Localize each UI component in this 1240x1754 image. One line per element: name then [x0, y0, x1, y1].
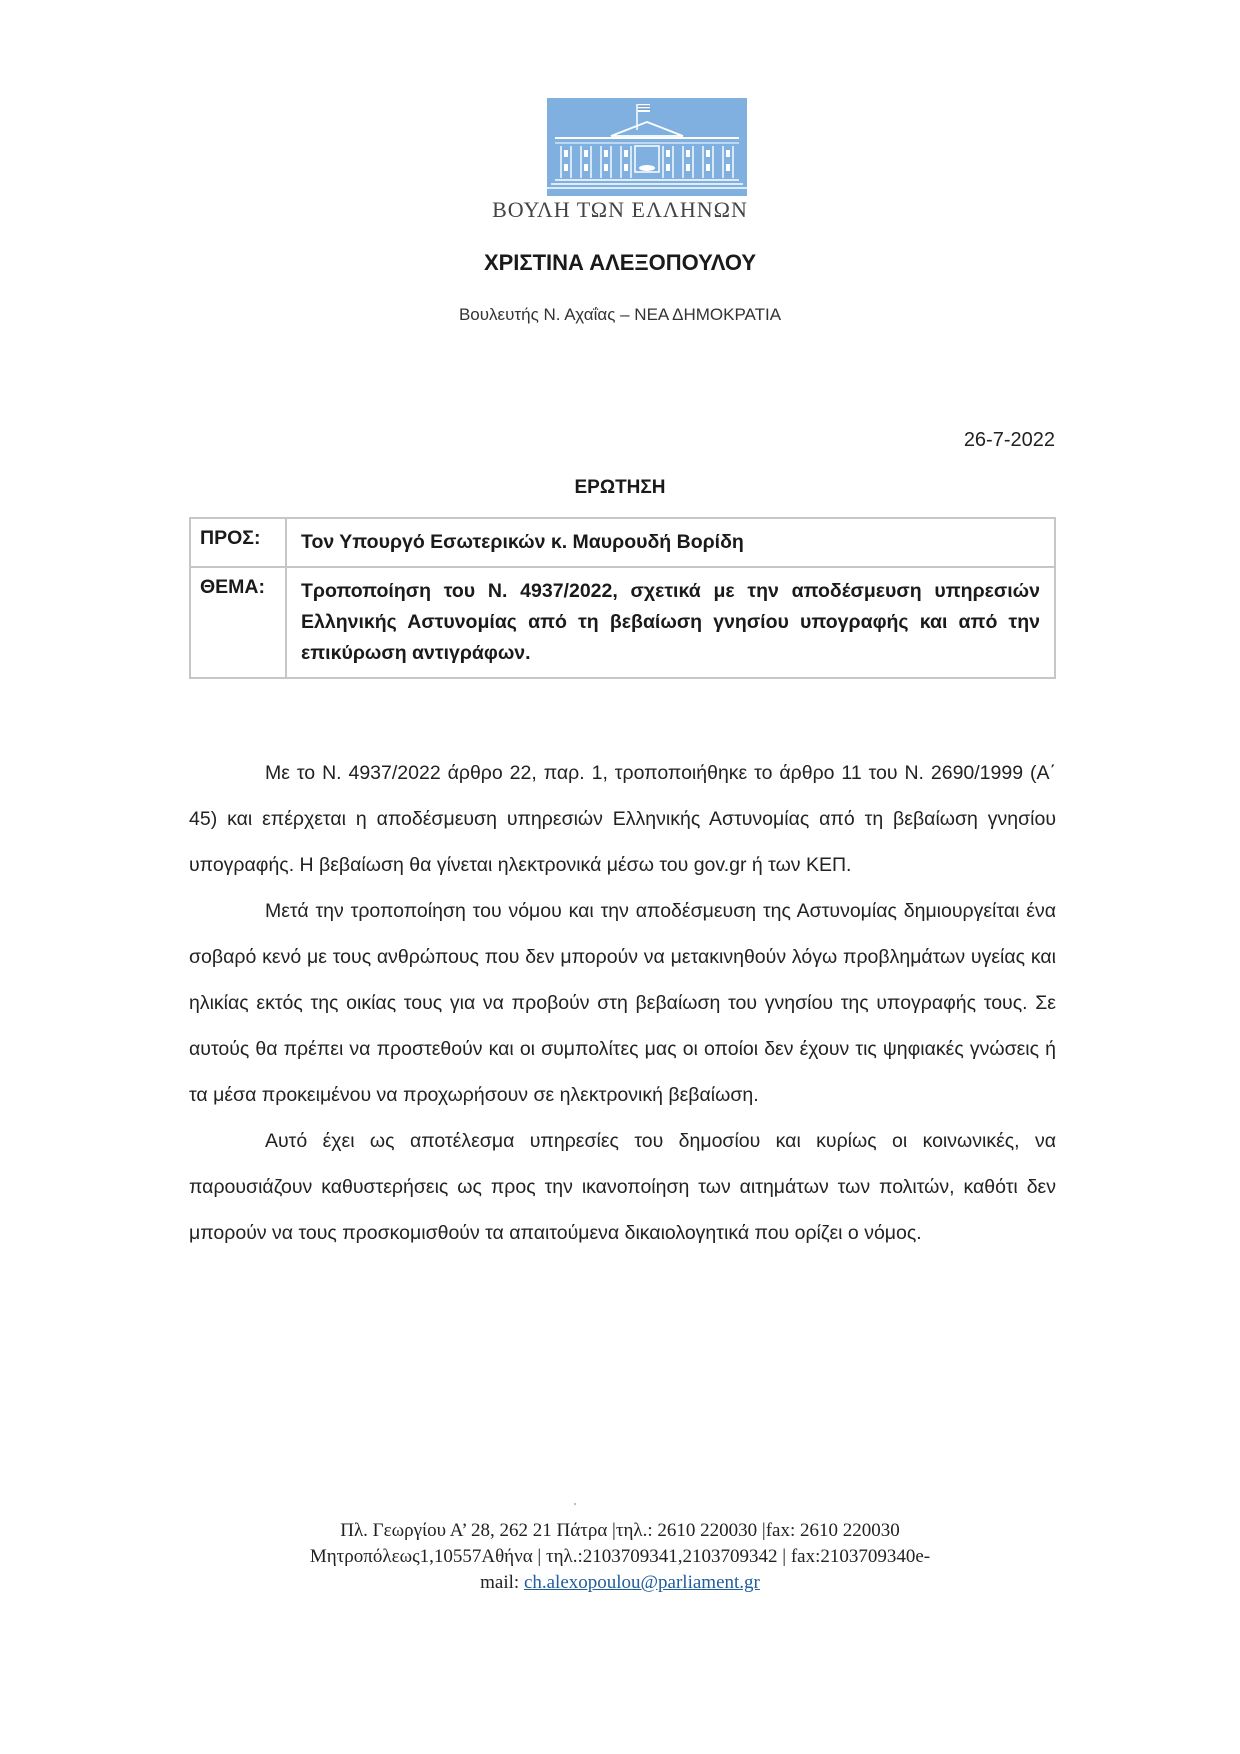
- question-meta-table: [189, 517, 1056, 679]
- recipient-value: Τον Υπουργό Εσωτερικών κ. Μαυρουδή Βορίδη: [286, 518, 1055, 567]
- body-paragraph: Αυτό έχει ως αποτέλεσμα υπηρεσίες του δημοσίου και κυρίως οι κοινωνικές, να παρουσιάζουν καθυστερήσεις ως προς την ικανοποίηση των αιτημάτων των πολιτών, καθότι δεν μπορούν να τους προσκομισθούν τα απαιτούμενα δικαιολογητικά που ορίζει ο νόμος.: [189, 1130, 1056, 1244]
- body-paragraph: Με το Ν. 4937/2022 άρθρο 22, παρ. 1, τροποποιήθηκε το άρθρο 11 του Ν. 2690/1999 (Α΄ 45) και επέρχεται η αποδέσμευση υπηρεσιών Ελληνικής Αστυνομίας από τη βεβαίωση γνησίου υπογραφής. Η βεβαίωση θα γίνεται ηλεκτρονικά μέσω του gov.gr ή των ΚΕΠ.: [189, 762, 1056, 876]
- footer-dot: ': [574, 1502, 576, 1513]
- recipient-label: ΠΡΟΣ:: [190, 518, 286, 567]
- hellenic-parliament-building-icon: [547, 98, 747, 196]
- footer-address-athens: Μητροπόλεως1,10557Αθήνα | τηλ.:2103709341,2103709342 | fax:2103709340e-: [309, 1546, 931, 1567]
- question-body: [189, 750, 1056, 1256]
- contact-footer: [220, 1518, 1020, 1596]
- subject-row: [190, 567, 1055, 678]
- subject-label: ΘΕΜΑ:: [190, 567, 286, 678]
- mp-role: Βουλευτής Ν. Αχαΐας – ΝΕΑ ΔΗΜΟΚΡΑΤΙΑ: [458, 305, 782, 324]
- footer-address-patra: Πλ. Γεωργίου Α’ 28, 262 21 Πάτρα |τηλ.: 2610 220030 |fax: 2610 220030: [340, 1520, 900, 1541]
- footer-email-prefix: mail:: [480, 1572, 524, 1593]
- parliament-logo: [547, 98, 747, 196]
- email-link[interactable]: ch.alexopoulou@parliament.gr: [523, 1572, 760, 1593]
- body-paragraph: Μετά την τροποποίηση του νόμου και την αποδέσμευση της Αστυνομίας δημιουργείται ένα σοβαρό κενό με τους ανθρώπους που δεν μπορούν να μετακινηθούν λόγω προβλημάτων υγείας και ηλικίας εκτός της οικίας τους για να προβούν στη βεβαίωση του γνησίου της υπογραφής τους. Σε αυτούς θα πρέπει να προστεθούν και οι συμπολίτες μας οι οποίοι δεν έχουν τις ψηφιακές γνώσεις ή τα μέσα προκειμένου να προχωρήσουν σε ηλεκτρονική βεβαίωση.: [189, 900, 1056, 1106]
- document-type-heading: ΕΡΩΤΗΣΗ: [574, 477, 666, 498]
- recipient-row: [190, 518, 1055, 567]
- logo-caption: ΒΟΥΛΗ ΤΩΝ ΕΛΛΗΝΩΝ: [492, 197, 748, 222]
- document-date: 26-7-2022: [963, 429, 1055, 451]
- subject-value: Τροποποίηση του Ν. 4937/2022, σχετικά με την αποδέσμευση υπηρεσιών Ελληνικής Αστυνομίας από τη βεβαίωση γνησίου υπογραφής και από την επικύρωση αντιγράφων.: [286, 567, 1055, 678]
- mp-name: ΧΡΙΣΤΙΝΑ ΑΛΕΞΟΠΟΥΛΟΥ: [483, 250, 757, 275]
